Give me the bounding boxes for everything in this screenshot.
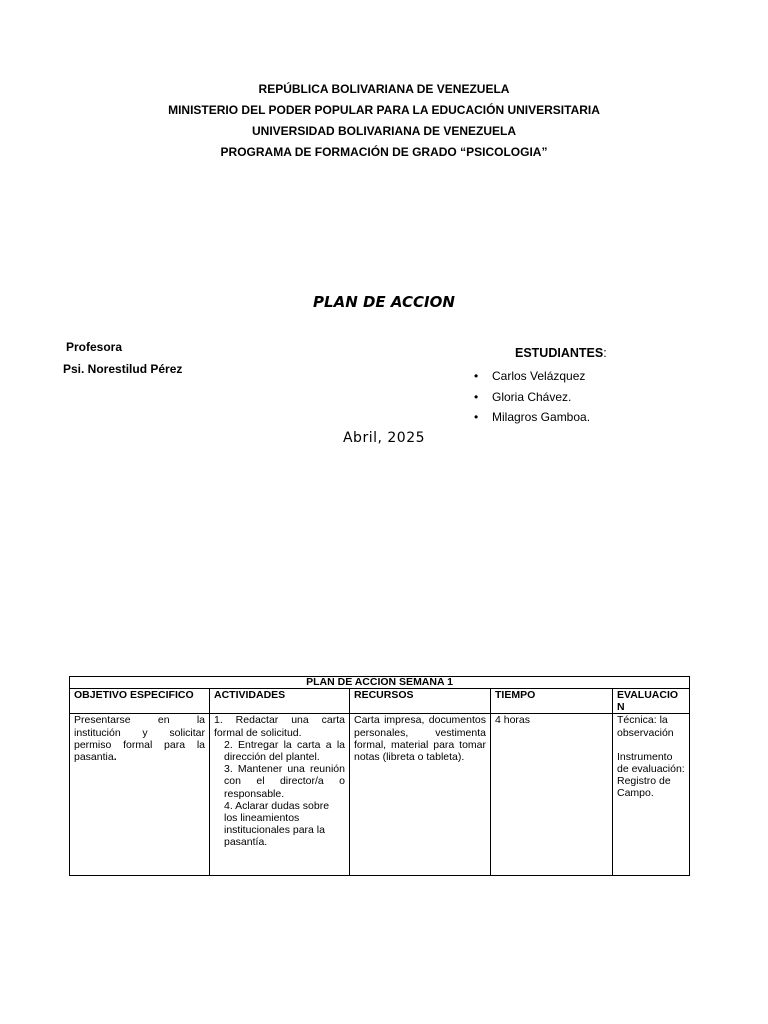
professor-name: Psi. Norestilud Pérez: [63, 362, 183, 376]
activity-item: 2. Entregar la carta a la dirección del plantel.: [224, 738, 345, 764]
cell-objetivo: [70, 714, 210, 876]
document-date: Abril, 2025: [342, 430, 426, 446]
evaluation-technique: Técnica: la observación: [617, 714, 674, 739]
header-line-republic: REPÚBLICA BOLIVARIANA DE VENEZUELA: [258, 82, 510, 96]
objetivo-period: .: [113, 751, 117, 764]
document-title: PLAN DE ACCION: [313, 293, 455, 311]
professor-label: Profesora: [66, 340, 123, 354]
students-label: ESTUDIANTES: [515, 346, 604, 360]
students-colon: :: [603, 346, 607, 360]
activity-item: 4. Aclarar dudas sobre los lineamientos institucionales para la pasantía.: [224, 799, 330, 849]
header-objetivo: OBJETIVO ESPECIFICO: [70, 689, 210, 714]
header-actividades: ACTIVIDADES: [210, 689, 350, 714]
student-item: • Gloria Chávez.: [474, 387, 590, 408]
header-line-ministry: MINISTERIO DEL PODER POPULAR PARA LA EDUCACIÓN UNIVERSITARIA: [168, 103, 600, 117]
objetivo-text: Presentarse en la institución y solicitar permiso formal para la pasantia: [74, 714, 205, 764]
student-item: • Carlos Velázquez: [474, 366, 590, 387]
cell-evaluacion: [613, 714, 690, 876]
cell-tiempo: 4 horas: [491, 714, 613, 876]
header-line-program: PROGRAMA DE FORMACIÓN DE GRADO “PSICOLOGIA”: [220, 145, 548, 159]
header-recursos: RECURSOS: [350, 689, 491, 714]
table-row: [70, 714, 690, 876]
header-line-university: UNIVERSIDAD BOLIVARIANA DE VENEZUELA: [251, 124, 517, 138]
table-caption: PLAN DE ACCION SEMANA 1: [70, 677, 690, 689]
action-plan-table: [69, 676, 690, 876]
cell-actividades: [210, 714, 350, 876]
header-evaluacion: EVALUACIO N: [613, 689, 690, 714]
students-list: [474, 366, 590, 428]
activity-item: 3. Mantener una reunión con el director/a o responsable.: [224, 763, 345, 800]
student-item: • Milagros Gamboa.: [474, 407, 590, 428]
header-tiempo: TIEMPO: [491, 689, 613, 714]
evaluation-instrument: Instrumento de evaluación: Registro de Campo.: [617, 750, 685, 800]
cell-recursos: Carta impresa, documentos personales, vestimenta formal, material para tomar notas (libreta o tableta).: [350, 714, 491, 876]
activity-item: 1. Redactar una carta formal de solicitud.: [214, 714, 345, 739]
students-heading: [515, 346, 607, 360]
